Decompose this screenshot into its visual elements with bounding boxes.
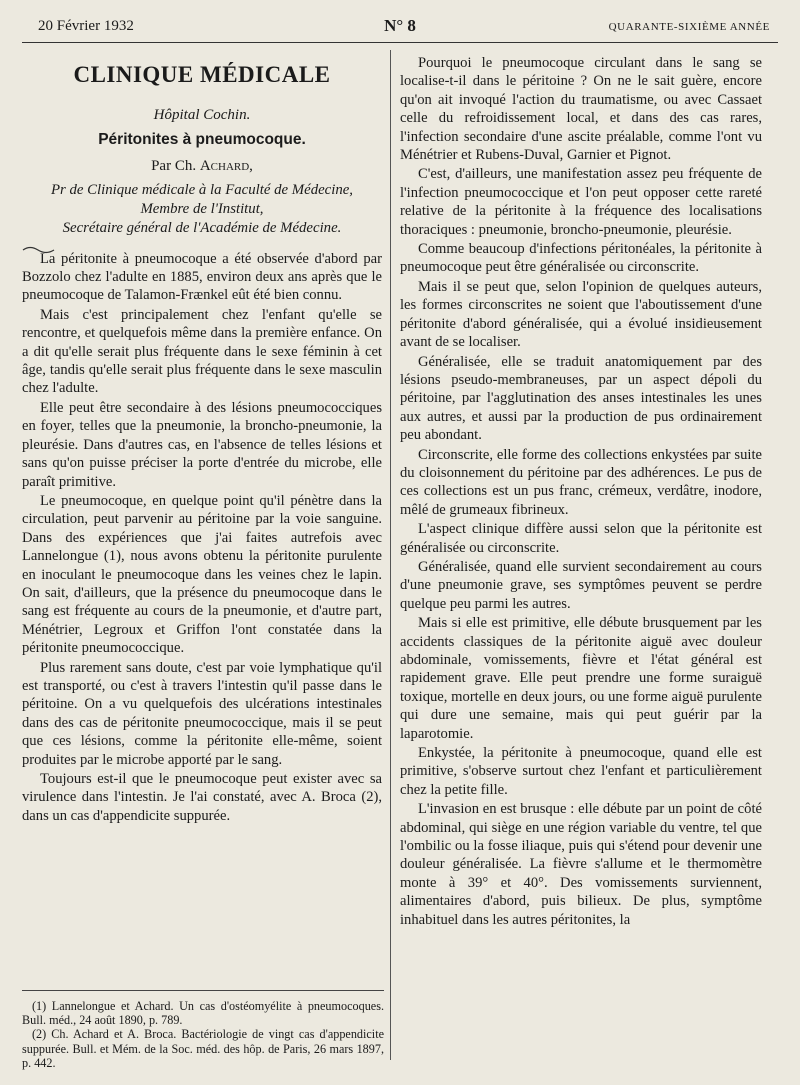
paragraph: Mais il se peut que, selon l'opinion de quelques auteurs, les formes circonscrites ne soient que l'aboutissement d'une péritonite d'abord généralisée, qui a évolué insidieusement avant de se localiser. bbox=[400, 278, 762, 351]
paragraph: Toujours est-il que le pneumocoque peut exister avec sa virulence dans l'intestin. Je l'ai constaté, avec A. Broca (2), dans un cas d'appendicite suppurée. bbox=[22, 771, 382, 824]
footnotes bbox=[22, 990, 384, 1070]
paragraph: Pourquoi le pneumocoque circulant dans le sang se localise-t-il dans le péritoine ? On ne le sait guère, encore qu'on ait invoqué l'action du traumatisme, ou avec Cassaet celle du refroidissement local, et dans des cas rares, l'infection secondaire d'une ascite préalable, comme l'ont vu Ménétrier et Rubens-Duval, Garnier et Pignot. bbox=[400, 55, 762, 164]
byline-prefix: Par Ch. bbox=[151, 158, 200, 175]
paragraph: Plus rarement sans doute, c'est par voie lymphatique qu'il est transporté, ou c'est à travers l'intestin qu'il passe dans le péritoine. On a vu quelquefois des ulcérations intestinales dans des cas de péritonite pneumococcique, mais il se peut que ces lésions, comme la péritonite elle-même, soient produites par le microbe apporté par le sang. bbox=[22, 659, 382, 768]
paragraph: Comme beaucoup d'infections péritonéales, la péritonite à pneumocoque peut être généralisée ou circonscrite. bbox=[400, 241, 762, 276]
author-name: Achard, bbox=[199, 158, 253, 175]
paragraph: Elle peut être secondaire à des lésions pneumococciques en foyer, telles que la pneumonie, la broncho-pneumonie, la pleurésie. Dans d'autres cas, en l'absence de telles lésions et sans qu'on puisse préciser la porte d'entrée du microbe, elle paraît primitive. bbox=[22, 399, 382, 490]
section-title: CLINIQUE MÉDICALE bbox=[73, 62, 331, 87]
author-credits bbox=[22, 181, 382, 238]
page-header bbox=[22, 16, 778, 43]
byline bbox=[22, 157, 382, 175]
paragraph: L'invasion en est brusque : elle débute par un point de côté abdominal, qui siège en une région variable du ventre, tel que l'ombilic ou la fosse iliaque, puis qui s'étend pour devenir une douleur généralisée. La fièvre s'allume et le thermomètre monte à 39° et 40°. Des vomissements surviennent, alimentaires d'abord, puis bilieux. De plus, symptôme inhabituel dans les autres péritonites, la bbox=[400, 801, 762, 928]
header-issue-number: N° 8 bbox=[384, 16, 416, 35]
header-date: 20 Février 1932 bbox=[38, 18, 134, 34]
hospital-name: Hôpital Cochin. bbox=[153, 107, 251, 124]
paragraph: Généralisée, elle se traduit anatomiquement par des lésions pseudo-membraneuses, par un aspect dépoli du péritoine, par l'agglutination des anses intestinales les unes aux autres, et aussi par la production de pus ordinairement peu abondant. bbox=[400, 353, 762, 444]
paragraph: Mais si elle est primitive, elle débute brusquement par les accidents classiques de la péritonite aiguë avec douleur abdominale, vomissements, fièvre et l'état général est rapidement grave. Elle peut prendre une forme suraiguë toxique, mortelle en deux jours, ou une forme aiguë purulente qui dure une semaine, mais qui peut guérir par la laparotomie. bbox=[400, 615, 762, 742]
credit-line: Pr de Clinique médicale à la Faculté de Médecine, bbox=[51, 181, 353, 198]
ornament-icon bbox=[22, 242, 382, 250]
paragraph: Circonscrite, elle forme des collections enkystées par suite du cloisonnement du péritoine par des adhérences. Le pus de ces collections est un pus franc, crémeux, verdâtre, inodore, mêlé de grumeaux fibrineux. bbox=[400, 446, 762, 518]
header-year: QUARANTE-SIXIÈME ANNÉE bbox=[608, 21, 770, 33]
article-title: Péritonites à pneumocoque. bbox=[98, 130, 306, 148]
paragraph: Mais c'est principalement chez l'enfant qu'elle se rencontre, et quelquefois même dans la première enfance. On a dit qu'elle serait plus fréquente dans le sexe féminin à cet âge, tandis qu'elle serait plus fréquente dans le sexe masculin chez l'adulte. bbox=[22, 306, 382, 397]
paragraph: Enkystée, la péritonite à pneumocoque, quand elle est primitive, s'observe surtout chez l'enfant et particulièrement chez la petite fille. bbox=[400, 745, 762, 798]
footnote: (1) Lannelongue et Achard. Un cas d'ostéomyélite à pneumocoques. Bull. méd., 24 août 1890, p. 789. bbox=[22, 999, 384, 1028]
right-column bbox=[400, 54, 762, 930]
footnote: (2) Ch. Achard et A. Broca. Bactériologie de vingt cas d'appendicite suppurée. Bull. et Mém. de la Soc. méd. des hôp. de Paris, 26 mars 1897, p. 442. bbox=[22, 1027, 384, 1070]
paragraph: Le pneumocoque, en quelque point qu'il pénètre dans la circulation, peut parvenir au péritoine par la voie sanguine. Dans des expériences que j'ai faites autrefois avec Lannelongue (1), nous avons obtenu la péritonite purulente en inoculant le pneumocoque dans les veines chez le lapin. On sait, d'ailleurs, que la présence du pneumocoque dans le sang est fréquente au cours de la pneumonie, et d'autre part, Ménétrier, Legroux et Griffon l'ont constatée dans la péritonite pneumococcique. bbox=[22, 492, 382, 657]
credit-line: Secrétaire général de l'Académie de Médecine. bbox=[62, 219, 342, 236]
column-divider bbox=[390, 50, 391, 1060]
paragraph: C'est, d'ailleurs, une manifestation assez peu fréquente de l'infection pneumococcique et l'on peut opposer cette rareté relative de la péritonite à la fréquence des localisations thoraciques : pneumonie, broncho-pneumonie, pleurésie. bbox=[400, 166, 762, 238]
credit-line: Membre de l'Institut, bbox=[140, 200, 264, 217]
paragraph: Généralisée, quand elle survient secondairement au cours d'une pneumonie grave, ses symptômes peuvent se perdre quelque peu parmi les autres. bbox=[400, 558, 762, 612]
left-column bbox=[22, 54, 382, 826]
paragraph: La péritonite à pneumocoque a été observée d'abord par Bozzolo chez l'adulte en 1885, environ deux ans après que le pneumocoque de Talamon-Frænkel eût été bien connu. bbox=[22, 250, 382, 304]
paragraph: L'aspect clinique diffère aussi selon que la péritonite est généralisée ou circonscrite. bbox=[400, 521, 762, 556]
